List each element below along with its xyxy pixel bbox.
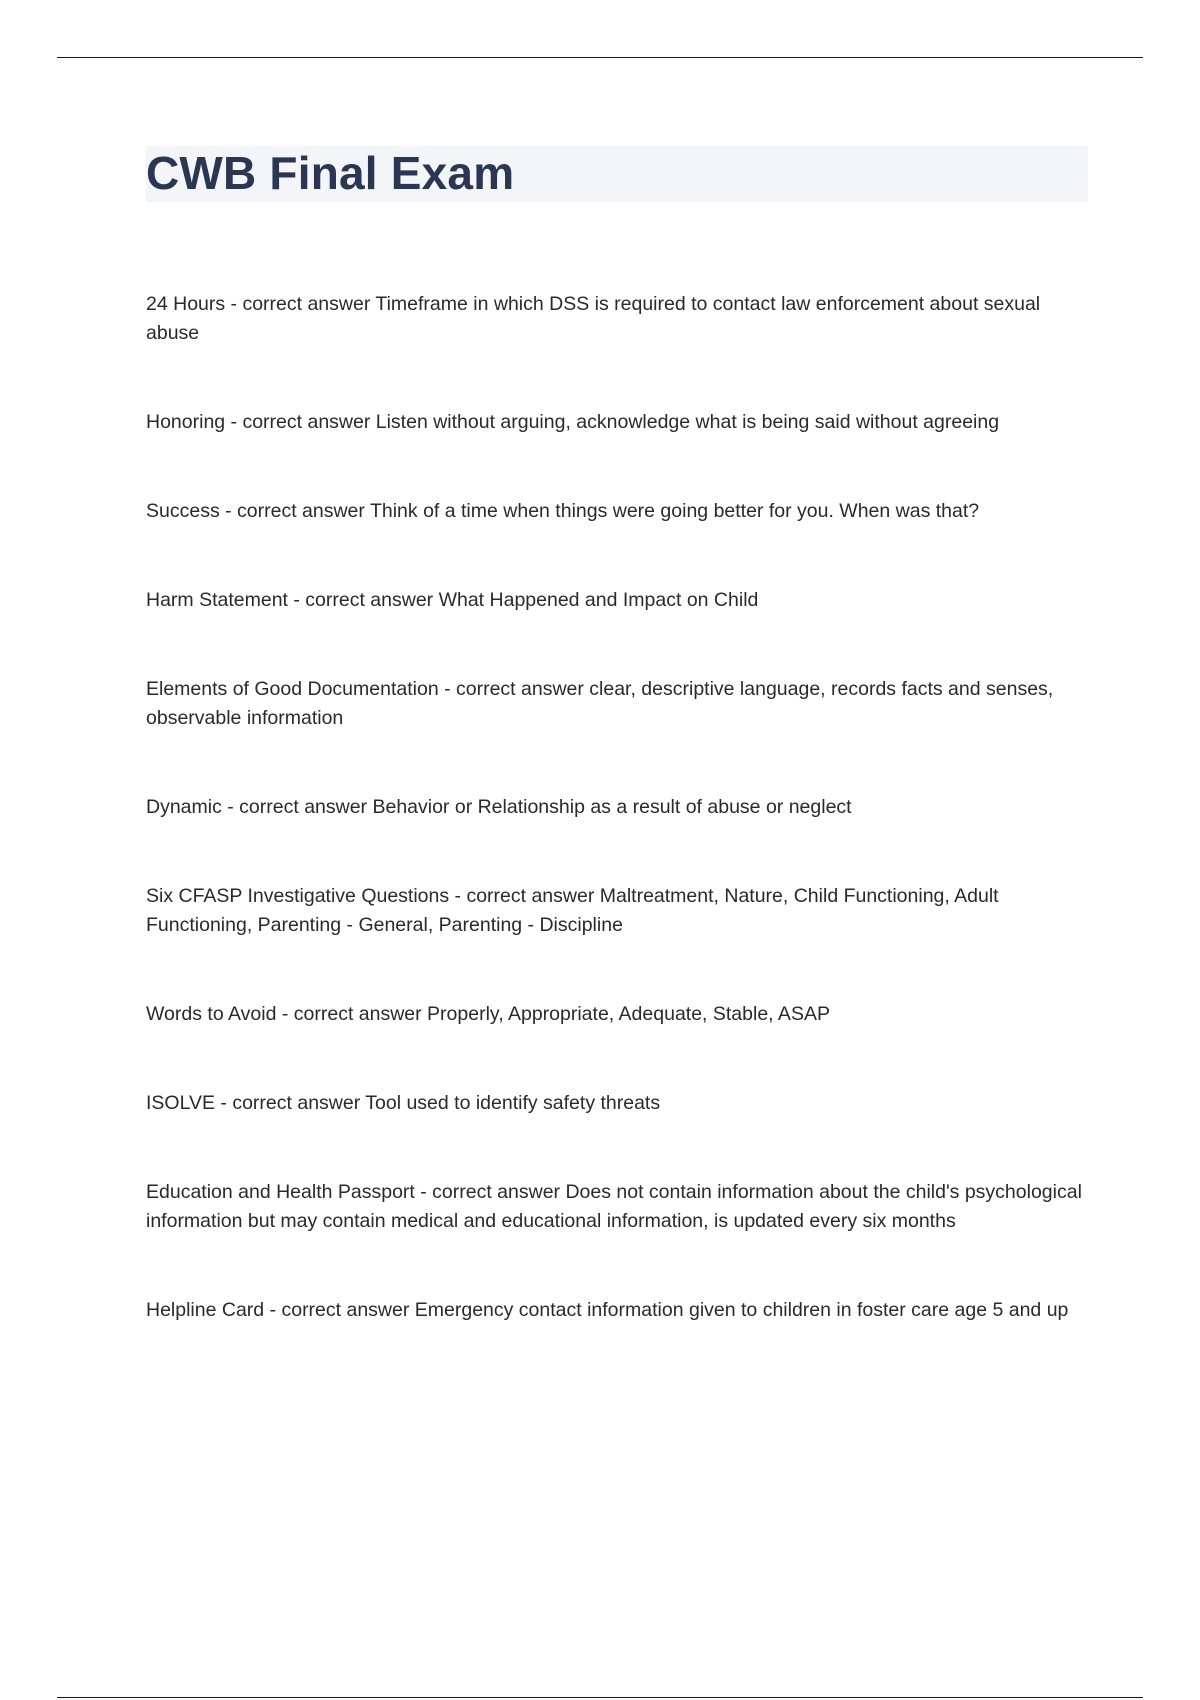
top-rule <box>57 57 1143 58</box>
entry: Education and Health Passport - correct answer Does not contain information about the child's psychological information but may contain medical and educational information, is updated every six months <box>146 1181 1082 1232</box>
entry: Six CFASP Investigative Questions - correct answer Maltreatment, Nature, Child Functioning, Adult Functioning, Parenting - General, Parenting - Discipline <box>146 885 999 936</box>
entry: Elements of Good Documentation - correct answer clear, descriptive language, records facts and senses, observable information <box>146 678 1054 729</box>
entry: Success - correct answer Think of a time when things were going better for you. When was that? <box>146 500 980 522</box>
entry: 24 Hours - correct answer Timeframe in which DSS is required to contact law enforcement about sexual abuse <box>146 293 1041 344</box>
bottom-rule <box>57 1697 1143 1698</box>
entry: Dynamic - correct answer Behavior or Relationship as a result of abuse or neglect <box>146 796 852 818</box>
entry: ISOLVE - correct answer Tool used to identify safety threats <box>146 1092 661 1114</box>
entry-list <box>146 290 1088 1385</box>
entry: Honoring - correct answer Listen without arguing, acknowledge what is being said without agreeing <box>146 411 1000 433</box>
entry: Words to Avoid - correct answer Properly, Appropriate, Adequate, Stable, ASAP <box>146 1003 830 1025</box>
entry: Harm Statement - correct answer What Happened and Impact on Child <box>146 589 759 611</box>
document-title: CWB Final Exam <box>146 147 515 199</box>
entry: Helpline Card - correct answer Emergency contact information given to children in foster care age 5 and up <box>146 1299 1069 1321</box>
